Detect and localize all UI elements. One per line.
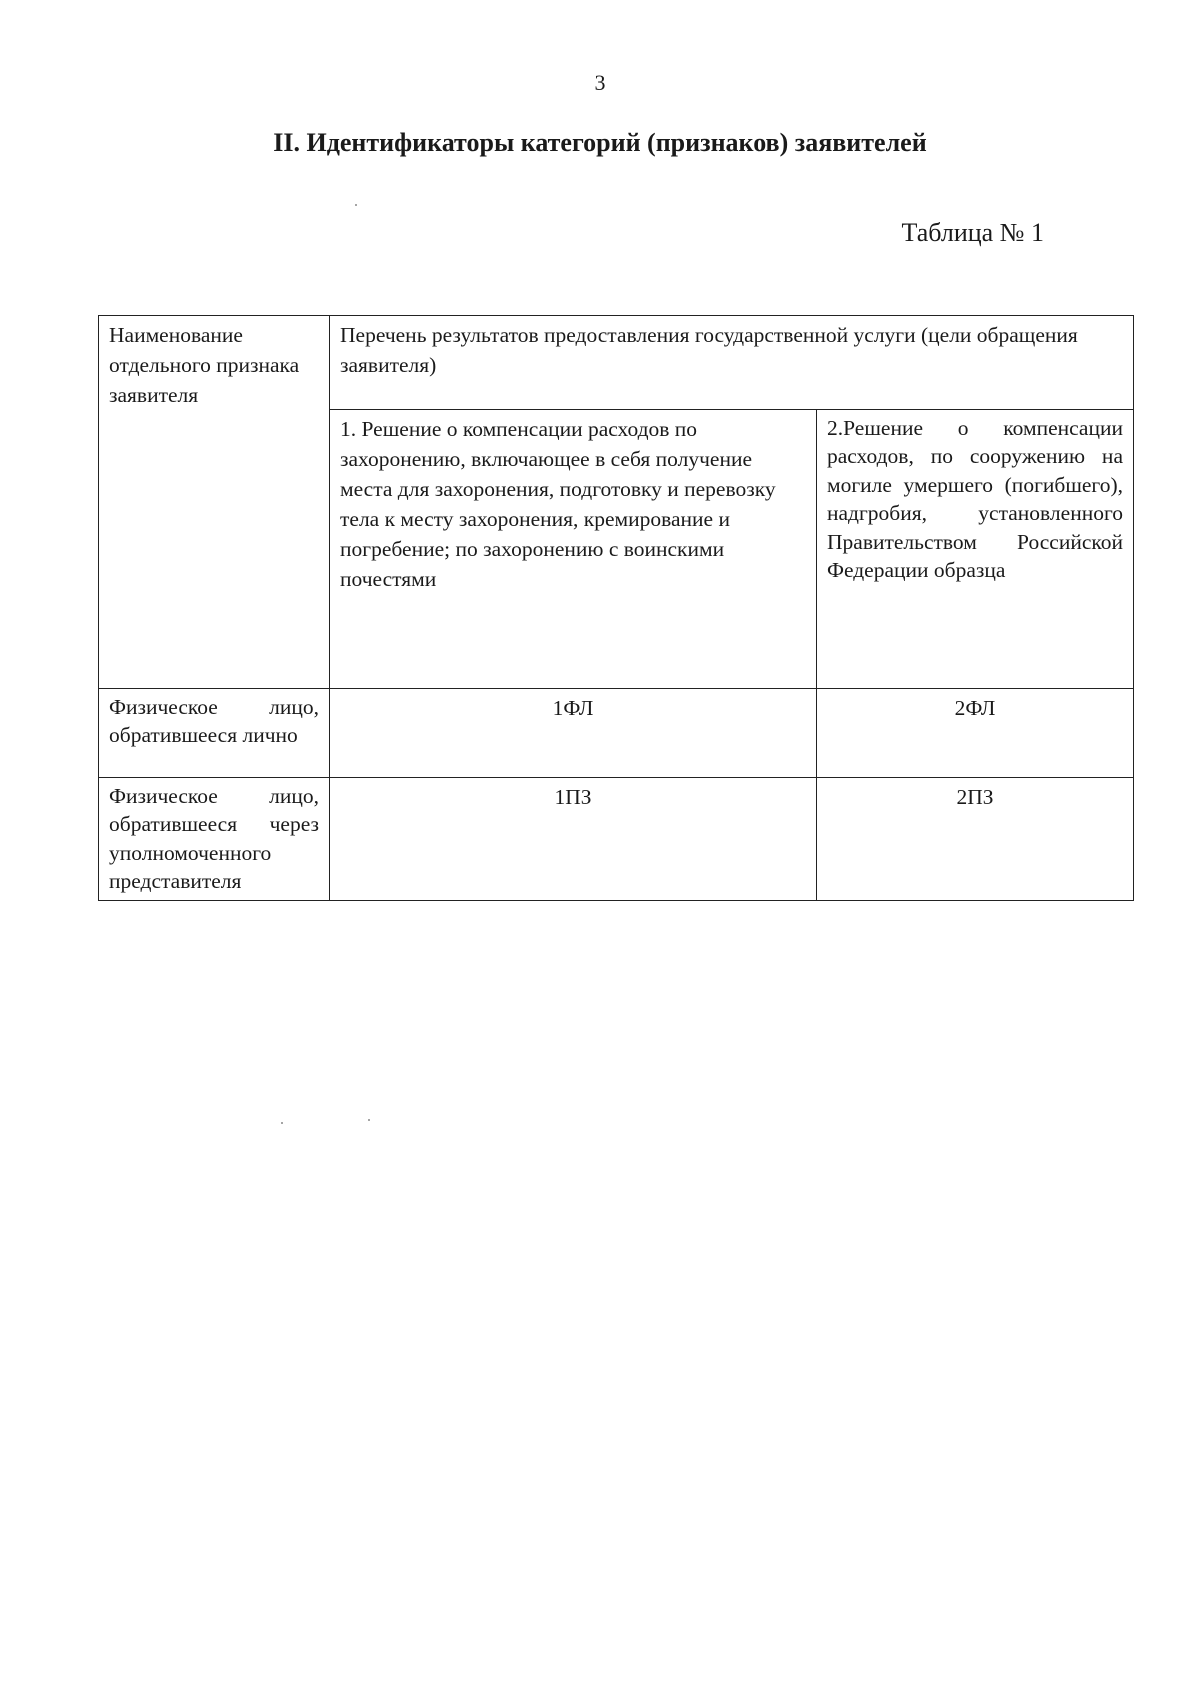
table-row <box>99 689 1134 778</box>
applicant-categories-table <box>98 315 1134 901</box>
header-result-2: 2.Решение о компенсации расходов, по сооружению на могиле умершего (погибшего), надгробия, установленного Правительством Российской Федерации образца <box>817 410 1134 689</box>
table-row <box>99 778 1134 901</box>
scan-speck <box>281 1122 283 1124</box>
page-number: 3 <box>594 70 606 95</box>
row-code-1: 1ПЗ <box>330 778 817 901</box>
table-header-row <box>99 316 1134 410</box>
section-title: II. Идентификаторы категорий (признаков) заявителей <box>273 128 927 157</box>
scan-speck <box>355 204 357 206</box>
header-result-1: 1. Решение о компенсации расходов по захоронению, включающее в себя получение места для захоронения, подготовку и перевозку тела к месту захоронения, кремирование и погребение; по захоронению с воинскими почестями <box>330 410 817 689</box>
header-feature-name: Наименование отдельного признака заявителя <box>99 316 330 689</box>
header-results-group: Перечень результатов предоставления государственной услуги (цели обращения заявителя) <box>330 316 1134 410</box>
table-caption: Таблица № 1 <box>901 218 1044 247</box>
row-code-2: 2ПЗ <box>817 778 1134 901</box>
row-label: Физическое лицо, обратившееся через уполномоченного представителя <box>99 778 330 901</box>
row-code-2: 2ФЛ <box>817 689 1134 778</box>
row-label: Физическое лицо, обратившееся лично <box>99 689 330 778</box>
row-code-1: 1ФЛ <box>330 689 817 778</box>
scan-speck <box>368 1119 370 1121</box>
